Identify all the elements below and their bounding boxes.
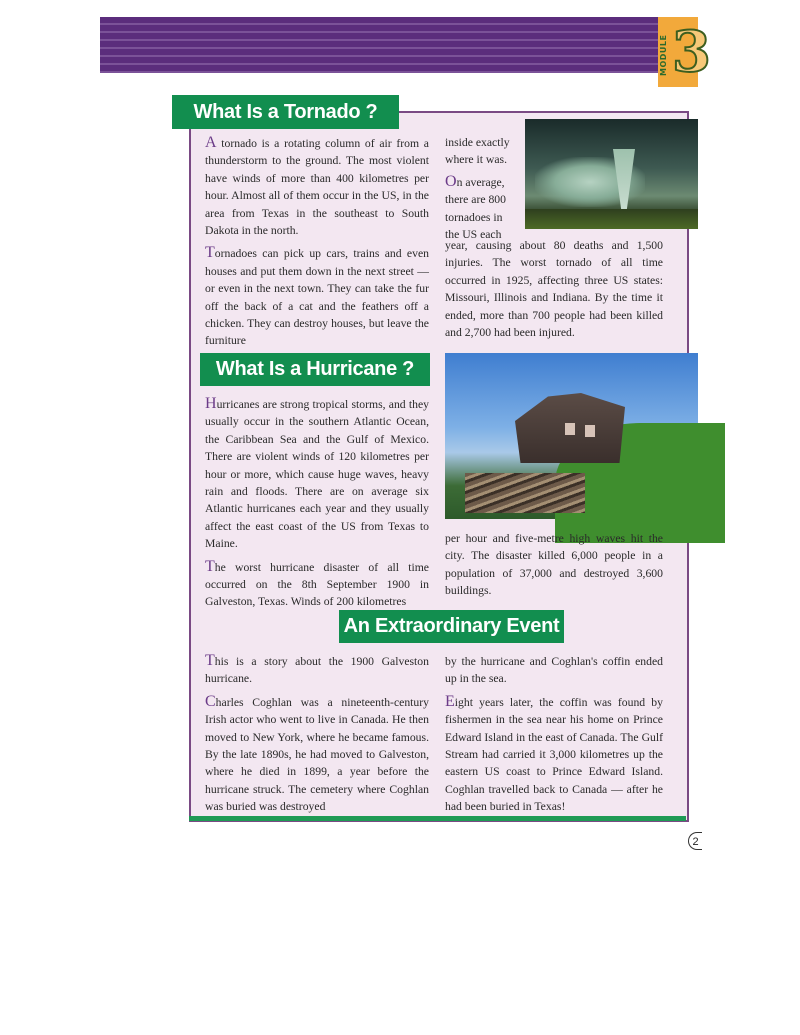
house-window (565, 423, 575, 435)
tornado-column-right-top (445, 134, 517, 243)
field (525, 209, 698, 229)
paragraph: On average, there are 800 tornadoes in the US each (445, 172, 506, 242)
event-column-right (445, 652, 663, 821)
tornado-column-left (205, 134, 429, 355)
hurricane-column-right: per hour and five-metre high waves hit the city. The disaster killed 6,000 people in a population of 37,000 and destroyed 3,600 buildings. (445, 532, 663, 598)
event-column-left (205, 652, 429, 821)
paragraph: Hurricanes are strong tropical storms, and they usually occur in the southern Atlantic Ocean, the Caribbean Sea and the Gulf of Mexico. There are violent winds of 120 kilometres per hour or more, which cause huge waves, heavy rain and floods. There are on average six Atlantic hurricanes each year and they usually affect the east coast of the US from Texas to Maine. (205, 395, 429, 551)
module-label: MODULE (659, 34, 668, 76)
paragraph: A tornado is a rotating column of air from a thunderstorm to the ground. The most violent have winds of more than 400 kilometres per hour. Almost all of them occur in the US, in the area from Texas in the southeast to South Dakota in the north. (205, 134, 429, 238)
tornado-photo (525, 119, 698, 229)
paragraph: Tornadoes can pick up cars, trains and even houses and put them down in the next street — or even in the next town. They can take the fur off the back of a cat and the feathers off a chicken. They can destroy houses, but leave the furniture (205, 244, 429, 348)
hurricane-column-left (205, 395, 429, 616)
tornado-heading: What Is a Tornado ? (172, 95, 399, 129)
header-band (100, 17, 660, 73)
page-number: 2 (688, 832, 702, 850)
hurricane-damage-photo (445, 353, 698, 519)
module-tab (658, 17, 711, 87)
event-heading: An Extraordinary Event (339, 610, 564, 643)
module-number: 3 (672, 19, 711, 85)
paragraph: inside exactly where it was. (445, 136, 510, 167)
paragraph: Charles Coghlan was a nineteenth-century Irish actor who went to live in Canada. He then moved to New York, where he became famous. By the late 1890s, he had moved to Galveston, where he died in 1899, a year before the hurricane struck. The cemetery where Coghlan was buried was destroyed (205, 692, 429, 814)
house-window (585, 425, 595, 437)
tornado-column-right: year, causing about 80 deaths and 1,500 injuries. The worst tornado of all time occurred in 1925, affecting three US states: Missouri, Illinois and Indiana. By the time it ended, more than 700 people had been killed and 2,700 had been injured. (445, 239, 663, 340)
paragraph: Eight years later, the coffin was found by fishermen in the sea near his home on Prince Edward Island in the east of Canada. The Gulf Stream had carried it 3,000 kilometres up the eastern US coast to Prince Edward Island. Coghlan travelled back to Canada — after he had been buried in Texas! (445, 692, 663, 814)
paragraph: by the hurricane and Coghlan's coffin ended up in the sea. (445, 655, 663, 686)
paragraph: This is a story about the 1900 Galveston hurricane. (205, 652, 429, 686)
debris (465, 473, 585, 513)
hurricane-heading: What Is a Hurricane ? (200, 353, 430, 386)
paragraph: The worst hurricane disaster of all time occurred on the 8th September 1900 in Galveston, Texas. Winds of 200 kilometres (205, 557, 429, 609)
